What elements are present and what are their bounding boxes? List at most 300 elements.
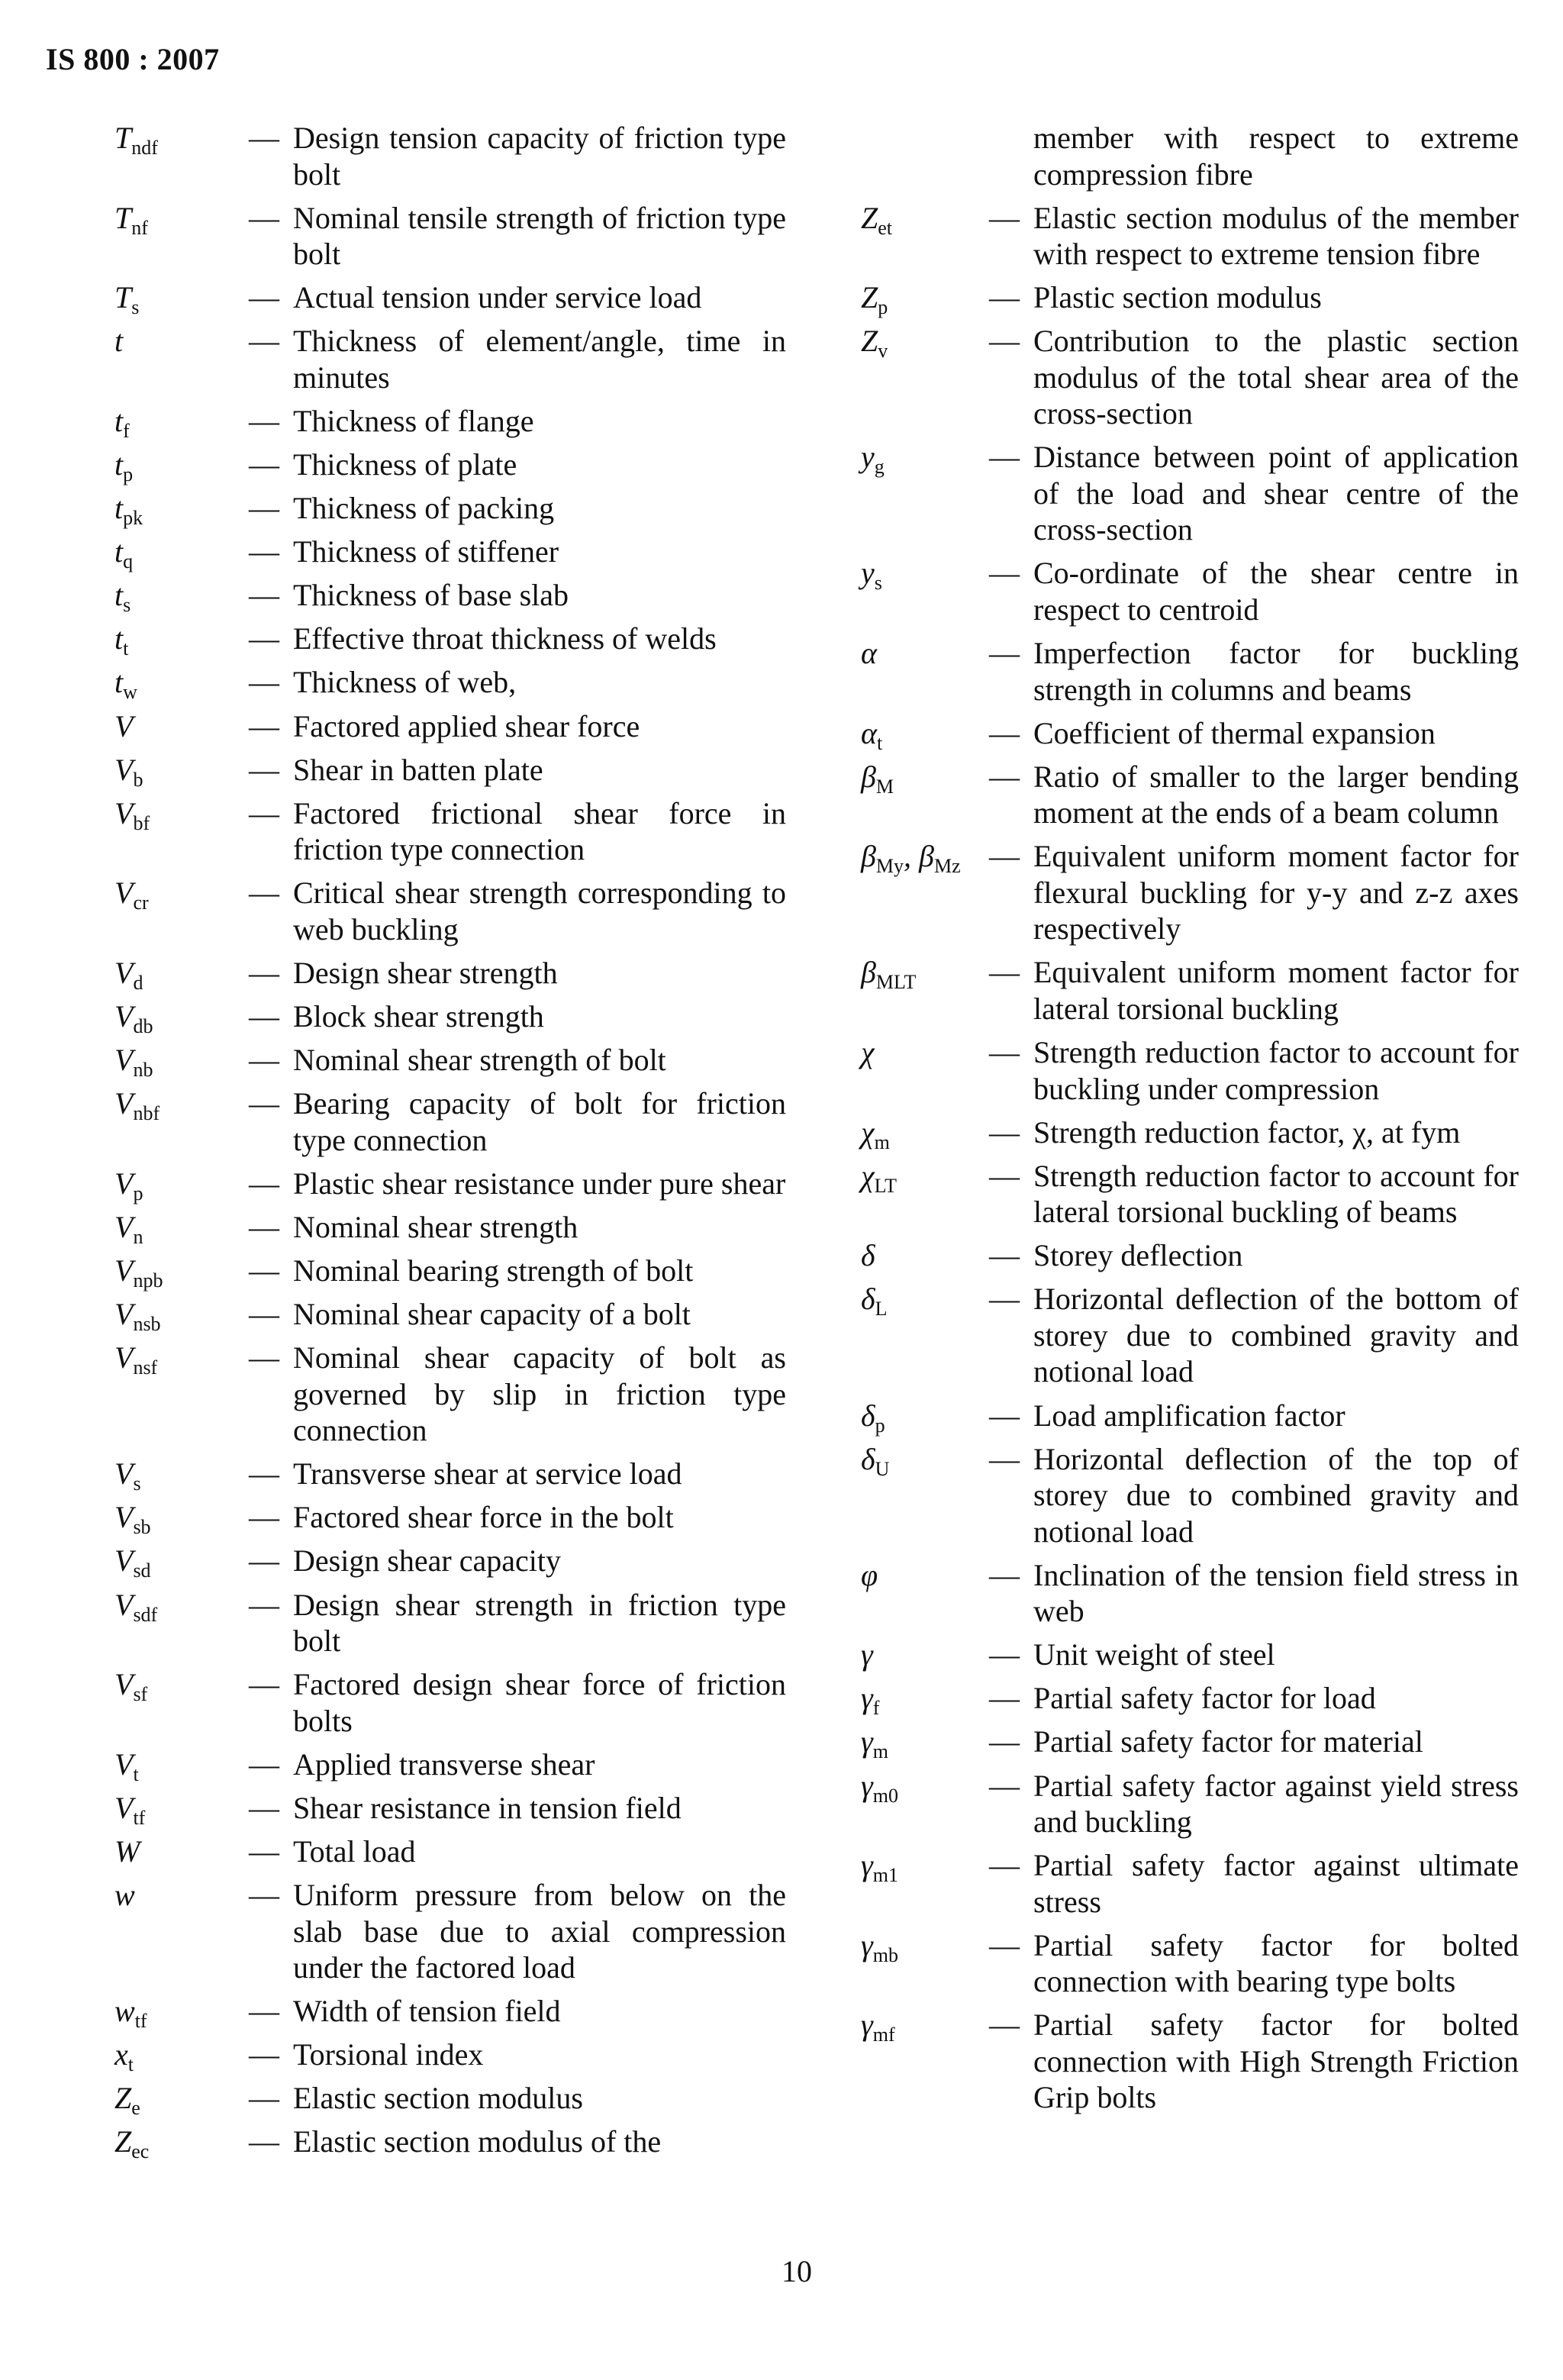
symbol-entry: [114, 120, 786, 192]
symbol-subscript: d: [133, 971, 143, 994]
symbol: [114, 1790, 249, 1827]
symbol-base: t: [114, 491, 124, 526]
definition-text: Equivalent uniform moment factor for lateral torsional buckling: [1033, 955, 1519, 1026]
symbol-base: γ: [861, 2008, 873, 2043]
em-dash: —: [249, 200, 279, 235]
symbol: [861, 1557, 989, 1594]
symbol-base: V: [114, 1209, 134, 1244]
symbol: [114, 403, 249, 440]
definition-text: Inclination of the tension field stress in web: [1033, 1557, 1519, 1629]
symbol-base: t: [114, 665, 124, 700]
symbol-base: V: [114, 999, 134, 1034]
definition-text: Torsional index: [293, 2037, 484, 2072]
definition-text: Nominal tensile strength of friction type bolt: [293, 200, 786, 272]
symbol-entry: [114, 1296, 786, 1336]
symbol-base: δ: [861, 1441, 875, 1476]
symbol: [861, 323, 989, 363]
symbol-entry: [114, 447, 786, 483]
em-dash: —: [249, 1209, 279, 1244]
symbol-entry: [114, 1746, 786, 1783]
em-dash: —: [989, 1282, 1020, 1317]
symbol-base: T: [114, 121, 132, 155]
symbol-subscript: n: [133, 1225, 143, 1248]
symbol-base: t: [114, 447, 124, 482]
em-dash: —: [989, 1158, 1020, 1193]
symbol-subscript: bf: [133, 811, 150, 834]
em-dash: —: [249, 2037, 279, 2072]
em-dash: —: [989, 1035, 1020, 1070]
definition-text: Thickness of element/angle, time in minutes: [293, 324, 786, 395]
definition-text: Bearing capacity of bolt for friction type connection: [293, 1086, 786, 1157]
symbol-entry: [114, 200, 786, 273]
symbol-subscript: nsb: [133, 1313, 161, 1336]
symbol-entry: [114, 955, 786, 992]
symbol-base: Z: [114, 2081, 132, 2116]
symbol-subscript: m1: [872, 1864, 898, 1887]
symbol-entry: [861, 954, 1519, 1027]
symbol-entry: [114, 1877, 786, 1986]
symbol-entry: [114, 403, 786, 440]
symbol-entry: [114, 534, 786, 573]
em-dash: —: [989, 280, 1020, 315]
em-dash: —: [989, 1238, 1020, 1273]
symbol-entry: [114, 1340, 786, 1449]
symbol-entry: [861, 1281, 1519, 1390]
symbol-base: w: [114, 1878, 135, 1912]
em-dash: —: [989, 1637, 1020, 1672]
symbol-entry: [861, 1237, 1519, 1274]
definition-text: Factored shear force in the bolt: [293, 1500, 674, 1535]
symbol: [861, 1281, 989, 1321]
symbol-base: T: [114, 280, 132, 315]
symbol: [114, 1587, 249, 1624]
definition-text: Elastic section modulus of the member with respect to extreme tension fibre: [1033, 200, 1519, 272]
symbol-entry: [861, 635, 1519, 708]
symbol-subscript: ndf: [131, 137, 158, 159]
symbol-base: Z: [114, 2124, 132, 2159]
em-dash: —: [249, 876, 279, 911]
symbol-entry: [114, 998, 786, 1035]
symbol-base: δ: [861, 1238, 875, 1273]
definition-text: Equivalent uniform moment factor for flexural buckling for y-y and z-z axes respectively: [1033, 839, 1519, 947]
symbol-subscript: nf: [131, 216, 148, 239]
symbol-entry: [114, 1499, 786, 1539]
symbol: [114, 875, 249, 914]
symbol: [114, 577, 249, 617]
symbol-base: δ: [861, 1398, 875, 1433]
symbol: [114, 752, 249, 791]
symbol-subscript: L: [875, 1298, 888, 1321]
symbol-subscript: sdf: [133, 1603, 158, 1626]
em-dash: —: [989, 1681, 1020, 1716]
symbol-base: Z: [861, 280, 878, 315]
symbol-entry: [114, 1166, 786, 1205]
definition-text: Applied transverse shear: [293, 1746, 595, 1782]
symbol-entry: [114, 1253, 786, 1292]
definition-text: Uniform pressure from below on the slab base due to axial compression under the factored load: [293, 1878, 786, 1985]
symbol-subscript: cr: [133, 892, 149, 914]
symbol: [861, 838, 989, 878]
symbol: [861, 1034, 989, 1071]
em-dash: —: [249, 1543, 279, 1579]
em-dash: —: [989, 2008, 1020, 2043]
symbol: [861, 1847, 989, 1887]
symbol: [114, 323, 249, 360]
symbol: [861, 2007, 989, 2046]
em-dash: —: [249, 1790, 279, 1825]
em-dash: —: [249, 2081, 279, 2116]
definition-text: Partial safety factor against ultimate stress: [1033, 1848, 1519, 1919]
symbol-entry: [861, 1847, 1519, 1920]
em-dash: —: [249, 1166, 279, 1201]
symbol-entry: [114, 1209, 786, 1246]
symbol-entry: [114, 621, 786, 660]
em-dash: —: [249, 578, 279, 613]
symbol-entry: [861, 1927, 1519, 2000]
symbol: [861, 439, 989, 479]
symbol: [861, 1724, 989, 1763]
symbol-entry: [861, 1158, 1519, 1230]
symbol: [114, 708, 249, 745]
em-dash: —: [249, 621, 279, 656]
symbol-entry: [114, 1543, 786, 1582]
em-dash: —: [249, 1994, 279, 2029]
symbol-entry: [114, 279, 786, 319]
symbol: [861, 1927, 989, 1964]
em-dash: —: [249, 795, 279, 830]
symbol-base: χ: [861, 1114, 875, 1150]
symbol-base: V: [114, 1543, 134, 1579]
definition-text: Thickness of plate: [293, 447, 517, 482]
symbol-subscript: npb: [133, 1269, 163, 1292]
definition-text: Width of tension field: [293, 1994, 561, 2029]
em-dash: —: [249, 999, 279, 1034]
symbol: [861, 200, 989, 237]
symbol-entry: [114, 1085, 786, 1158]
symbol: [114, 795, 249, 832]
symbol: [114, 1209, 249, 1246]
symbol: [861, 759, 989, 798]
definition-text: Design shear strength: [293, 955, 558, 990]
symbol: [861, 555, 989, 595]
symbol-base: α: [861, 715, 877, 750]
symbol-entry: [861, 439, 1519, 548]
symbol-entry: [114, 1993, 786, 2033]
symbol: [114, 955, 249, 992]
symbol-base: V: [114, 955, 134, 990]
symbol-subscript: f: [123, 419, 130, 442]
symbol-base: y: [861, 556, 875, 591]
definition-text: Co-ordinate of the shear centre in respect to centroid: [1033, 556, 1519, 627]
em-dash: —: [249, 1833, 279, 1869]
symbol-base: β: [919, 839, 934, 874]
symbol: [114, 490, 249, 530]
symbol: [861, 1441, 989, 1478]
symbol-entry: [861, 279, 1519, 319]
symbol: [114, 1499, 249, 1539]
definition-text: Nominal shear capacity of a bolt: [293, 1297, 691, 1332]
symbol-base: V: [114, 1456, 134, 1492]
symbol: [114, 664, 249, 704]
em-dash: —: [249, 1587, 279, 1622]
symbol-entry: [114, 1790, 786, 1827]
definition-text: Nominal shear strength: [293, 1209, 578, 1244]
symbol-entry: [861, 1034, 1519, 1107]
em-dash: —: [989, 1848, 1020, 1883]
symbol-separator: ,: [904, 839, 920, 874]
definition-text: Nominal bearing strength of bolt: [293, 1253, 694, 1288]
em-dash: —: [249, 1878, 279, 1912]
symbol: [114, 998, 249, 1035]
symbol-entry: [114, 490, 786, 530]
em-dash: —: [249, 1297, 279, 1332]
symbol-subscript: U: [875, 1457, 890, 1480]
symbol-subscript: ec: [131, 2140, 150, 2163]
symbol-subscript: m: [872, 1740, 888, 1763]
em-dash: —: [249, 534, 279, 569]
em-dash: —: [249, 1746, 279, 1782]
symbol-entry: [114, 1587, 786, 1659]
symbol-base: V: [114, 1297, 134, 1332]
symbol-entry: [114, 2037, 786, 2076]
em-dash: —: [989, 324, 1020, 359]
em-dash: —: [249, 955, 279, 990]
symbol-base: φ: [861, 1557, 878, 1592]
symbol-subscript: p: [133, 1182, 143, 1205]
definition-text: Contribution to the plastic section modulus of the total shear area of the cross-section: [1033, 324, 1519, 431]
definition-text: Block shear strength: [293, 999, 544, 1034]
symbol-base: Z: [861, 200, 878, 235]
symbol-subscript: nbf: [133, 1102, 160, 1125]
em-dash: —: [989, 839, 1020, 874]
symbol-subscript: f: [872, 1697, 880, 1720]
symbol-entry: [114, 2124, 786, 2163]
definition-text: Strength reduction factor to account for lateral torsional buckling of beams: [1033, 1158, 1519, 1230]
definition-text: Design tension capacity of friction type bolt: [293, 121, 786, 192]
symbol-subscript: t: [123, 637, 129, 660]
definition-text: Design shear capacity: [293, 1543, 561, 1579]
symbol-base: γ: [861, 1637, 873, 1672]
symbol-subscript: mb: [872, 1943, 898, 1966]
em-dash: —: [989, 556, 1020, 591]
em-dash: —: [249, 665, 279, 700]
symbol: [861, 635, 989, 672]
symbol-base: Z: [861, 324, 878, 359]
em-dash: —: [249, 2124, 279, 2159]
symbol: [114, 279, 249, 319]
symbol-entry: [861, 1398, 1519, 1437]
symbol-entry: [114, 708, 786, 745]
symbol: [114, 1085, 249, 1125]
em-dash: —: [989, 759, 1020, 794]
definition-text: Thickness of flange: [293, 403, 534, 438]
definition-text: Strength reduction factor to account for buckling under compression: [1033, 1035, 1519, 1106]
symbol-entry: [861, 1557, 1519, 1630]
symbol-base: V: [114, 876, 134, 911]
symbol-entry: [861, 1724, 1519, 1763]
symbol-subscript: MLT: [875, 971, 917, 994]
em-dash: —: [249, 1253, 279, 1288]
symbol: [114, 120, 249, 159]
symbol-base: β: [861, 759, 876, 794]
symbol-entry: [114, 664, 786, 704]
definition-text: Effective throat thickness of welds: [293, 621, 717, 656]
symbol-base: γ: [861, 1927, 873, 1962]
em-dash: —: [249, 324, 279, 359]
em-dash: —: [249, 121, 279, 155]
definition-text: Design shear strength in friction type bolt: [293, 1587, 786, 1659]
symbol-base: V: [114, 1253, 134, 1288]
symbol-subscript: Mz: [933, 855, 961, 878]
symbol-subscript: tf: [134, 2010, 147, 2033]
symbol: [114, 2037, 249, 2076]
definition-text: Factored applied shear force: [293, 708, 640, 743]
symbol-subscript: v: [878, 340, 888, 363]
symbol-entry: [861, 759, 1519, 831]
symbol-entry: [861, 323, 1519, 432]
symbol-entry: [114, 2080, 786, 2120]
definition-text: Partial safety factor for material: [1033, 1724, 1423, 1759]
symbol-subscript: s: [874, 572, 882, 595]
symbol-base: w: [114, 1994, 135, 2029]
definition-text: Partial safety factor for bolted connection with bearing type bolts: [1033, 1927, 1519, 1999]
symbol: [114, 1746, 249, 1783]
document-header: IS 800 : 2007: [46, 42, 220, 76]
symbol-base: x: [114, 2037, 128, 2072]
symbol: [114, 1166, 249, 1205]
symbol: [114, 200, 249, 237]
symbol: [114, 1993, 249, 2033]
symbol: [114, 1833, 249, 1870]
em-dash: —: [989, 1768, 1020, 1803]
symbol-base: V: [114, 1166, 134, 1201]
symbol-entry: [114, 1666, 786, 1739]
symbol: [114, 1296, 249, 1336]
symbol-base: γ: [861, 1768, 873, 1803]
definition-text: Plastic shear resistance under pure shear: [293, 1166, 786, 1201]
em-dash: —: [249, 1043, 279, 1078]
symbol-entry: [114, 795, 786, 868]
symbol-base: δ: [861, 1282, 875, 1317]
symbol: [861, 1237, 989, 1274]
symbol-entry: [114, 323, 786, 395]
symbol-subscript: q: [123, 550, 134, 573]
symbol: [114, 1042, 249, 1082]
symbol: [861, 1398, 989, 1437]
definition-text: Horizontal deflection of the bottom of storey due to combined gravity and notional load: [1033, 1282, 1519, 1389]
continued-definition: member with respect to extreme compression fibre: [1033, 121, 1519, 192]
symbol: [114, 2124, 249, 2163]
em-dash: —: [249, 1667, 279, 1702]
definition-text: Ratio of smaller to the larger bending moment at the ends of a beam column: [1033, 759, 1519, 830]
symbol: [114, 1543, 249, 1582]
symbol-base: t: [114, 324, 124, 359]
em-dash: —: [989, 1114, 1020, 1150]
symbol: [861, 715, 989, 752]
symbol: [114, 621, 249, 660]
symbol-subscript: sb: [133, 1516, 151, 1539]
definition-text: Thickness of packing: [293, 491, 555, 526]
symbol-base: V: [114, 1340, 134, 1375]
symbol-base: V: [114, 708, 134, 743]
definition-text: Storey deflection: [1033, 1238, 1243, 1273]
definition-text: Partial safety factor against yield stress and buckling: [1033, 1768, 1519, 1840]
em-dash: —: [989, 955, 1020, 990]
symbol-entry: [861, 1114, 1519, 1151]
page-number: 10: [782, 2254, 812, 2288]
symbol-subscript: My: [875, 855, 904, 878]
symbol-subscript: pk: [123, 507, 143, 530]
symbol: [114, 2080, 249, 2120]
symbol-subscript: p: [875, 1414, 885, 1437]
symbol-base: V: [114, 1043, 134, 1078]
symbol-base: γ: [861, 1848, 873, 1883]
symbol-entry: [861, 1768, 1519, 1840]
em-dash: —: [249, 403, 279, 438]
symbol-subscript: et: [878, 216, 893, 239]
symbol-subscript: m0: [872, 1784, 898, 1807]
em-dash: —: [989, 1927, 1020, 1962]
symbol-base: t: [114, 621, 124, 656]
symbol-base: t: [114, 578, 124, 613]
symbol-base: t: [114, 403, 124, 438]
symbol-subscript: m: [874, 1130, 890, 1153]
symbol: [114, 1666, 249, 1706]
definition-text: Factored design shear force of friction bolts: [293, 1667, 786, 1738]
symbol-base: β: [861, 839, 876, 874]
definition-text: Coefficient of thermal expansion: [1033, 715, 1436, 750]
symbol: [861, 954, 989, 994]
symbol-subscript: nsf: [133, 1356, 158, 1379]
symbol-entry: [114, 875, 786, 947]
symbol-subscript: LT: [874, 1174, 897, 1197]
symbol-base: χ: [861, 1035, 875, 1070]
symbol: [114, 1340, 249, 1379]
symbol-subscript: M: [875, 775, 894, 798]
em-dash: —: [989, 1724, 1020, 1759]
symbol: [861, 279, 989, 319]
em-dash: —: [989, 636, 1020, 671]
symbol-base: γ: [861, 1681, 873, 1716]
symbol-subscript: t: [133, 1762, 139, 1785]
symbol-base: V: [114, 1746, 134, 1782]
symbol: [114, 1877, 249, 1914]
symbol-entry: [861, 1441, 1519, 1550]
right-column: [861, 120, 1519, 2123]
em-dash: —: [989, 1398, 1020, 1433]
symbol-entry: [861, 200, 1519, 273]
definition-text: Unit weight of steel: [1033, 1637, 1275, 1672]
symbol-base: V: [114, 795, 134, 830]
symbol-entry: [861, 715, 1519, 752]
em-dash: —: [249, 1500, 279, 1535]
symbol-entry: [861, 555, 1519, 627]
definition-text: Nominal shear capacity of bolt as governed by slip in friction type connection: [293, 1340, 786, 1448]
symbol-subscript: w: [123, 681, 137, 704]
symbol: [114, 447, 249, 483]
definition-text: Strength reduction factor, χ, at fym: [1033, 1114, 1461, 1150]
symbol-base: W: [114, 1833, 140, 1869]
symbol-entry: [114, 577, 786, 617]
symbol-subscript: s: [133, 1472, 141, 1495]
symbol-subscript: p: [878, 296, 888, 319]
definition-text: Actual tension under service load: [293, 280, 702, 315]
symbol-entry: [861, 2007, 1519, 2116]
symbol-subscript: e: [131, 2097, 140, 2120]
symbol: [114, 1456, 249, 1495]
symbol-base: t: [114, 534, 124, 569]
symbol-base: V: [114, 1500, 134, 1535]
